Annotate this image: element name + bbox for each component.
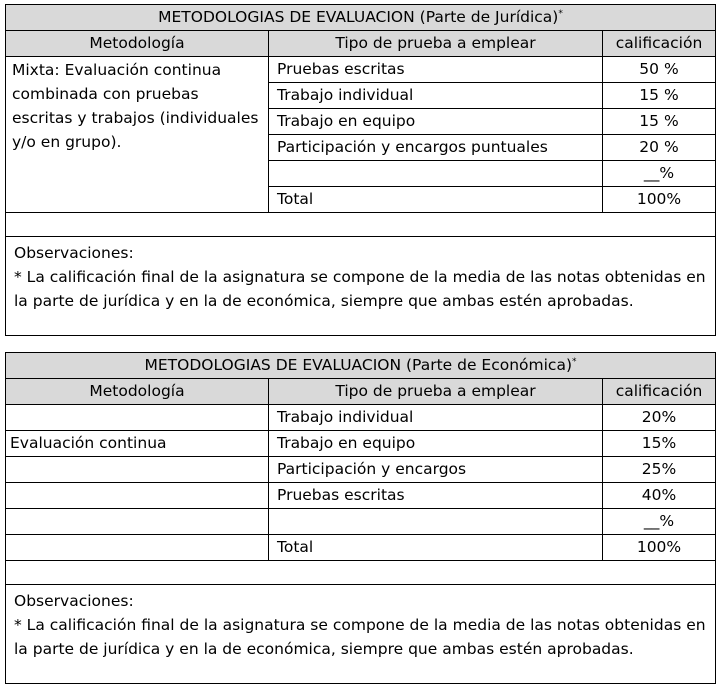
prueba-cell: Participación y encargos puntuales xyxy=(269,135,603,161)
title-footnote-mark: * xyxy=(558,8,563,19)
prueba-cell xyxy=(269,509,603,535)
evaluation-table-juridica xyxy=(5,4,716,336)
total-label: Total xyxy=(269,535,603,561)
observaciones-cell xyxy=(6,237,716,336)
observaciones-text: * La calificación final de la asignatura se compone de la media de las notas obtenidas en la parte de jurídica y en la de económica, siempre que ambas estén aprobadas. xyxy=(14,268,706,310)
blank-row xyxy=(6,213,716,237)
calificacion-cell: 15 % xyxy=(603,109,716,135)
calificacion-cell: 25% xyxy=(603,457,716,483)
header-calificacion: calificación xyxy=(603,379,716,405)
calificacion-cell: 40% xyxy=(603,483,716,509)
metodologia-cell: Mixta: Evaluación continua combinada con pruebas escritas y trabajos (individuales y/o en grupo). xyxy=(6,57,269,213)
metodologia-blank-cell xyxy=(6,483,269,509)
metodologia-blank-cell xyxy=(6,405,269,431)
metodologia-cell: Evaluación continua xyxy=(6,431,269,457)
header-tipo-prueba: Tipo de prueba a emplear xyxy=(269,379,603,405)
calificacion-cell: 20% xyxy=(603,405,716,431)
metodologia-blank-cell xyxy=(6,535,269,561)
table-title: METODOLOGIAS DE EVALUACION (Parte de Económica)* xyxy=(6,353,716,379)
metodologia-blank-cell xyxy=(6,457,269,483)
header-metodologia: Metodología xyxy=(6,379,269,405)
calificacion-cell: 50 % xyxy=(603,57,716,83)
header-tipo-prueba: Tipo de prueba a emplear xyxy=(269,31,603,57)
blank-row xyxy=(6,561,716,585)
calificacion-cell: 15% xyxy=(603,431,716,457)
calificacion-cell: 15 % xyxy=(603,83,716,109)
metodologia-blank-cell xyxy=(6,509,269,535)
prueba-cell: Trabajo en equipo xyxy=(269,109,603,135)
observaciones-text: * La calificación final de la asignatura se compone de la media de las notas obtenidas en la parte de jurídica y en la de económica, siempre que ambas estén aprobadas. xyxy=(14,616,706,658)
observaciones-cell xyxy=(6,585,716,684)
prueba-cell: Participación y encargos xyxy=(269,457,603,483)
evaluation-table-economica xyxy=(5,352,716,684)
total-value: 100% xyxy=(603,535,716,561)
observaciones-title: Observaciones: xyxy=(14,592,134,610)
calificacion-cell: 20 % xyxy=(603,135,716,161)
header-calificacion: calificación xyxy=(603,31,716,57)
prueba-cell: Pruebas escritas xyxy=(269,483,603,509)
calificacion-cell: __% xyxy=(603,161,716,187)
prueba-cell: Pruebas escritas xyxy=(269,57,603,83)
prueba-cell: Trabajo en equipo xyxy=(269,431,603,457)
prueba-cell: Trabajo individual xyxy=(269,405,603,431)
total-value: 100% xyxy=(603,187,716,213)
prueba-cell xyxy=(269,161,603,187)
prueba-cell: Trabajo individual xyxy=(269,83,603,109)
table-title: METODOLOGIAS DE EVALUACION (Parte de Jurídica)* xyxy=(6,5,716,31)
title-footnote-mark: * xyxy=(572,356,577,367)
observaciones-title: Observaciones: xyxy=(14,244,134,262)
calificacion-cell: __% xyxy=(603,509,716,535)
header-metodologia: Metodología xyxy=(6,31,269,57)
total-label: Total xyxy=(269,187,603,213)
